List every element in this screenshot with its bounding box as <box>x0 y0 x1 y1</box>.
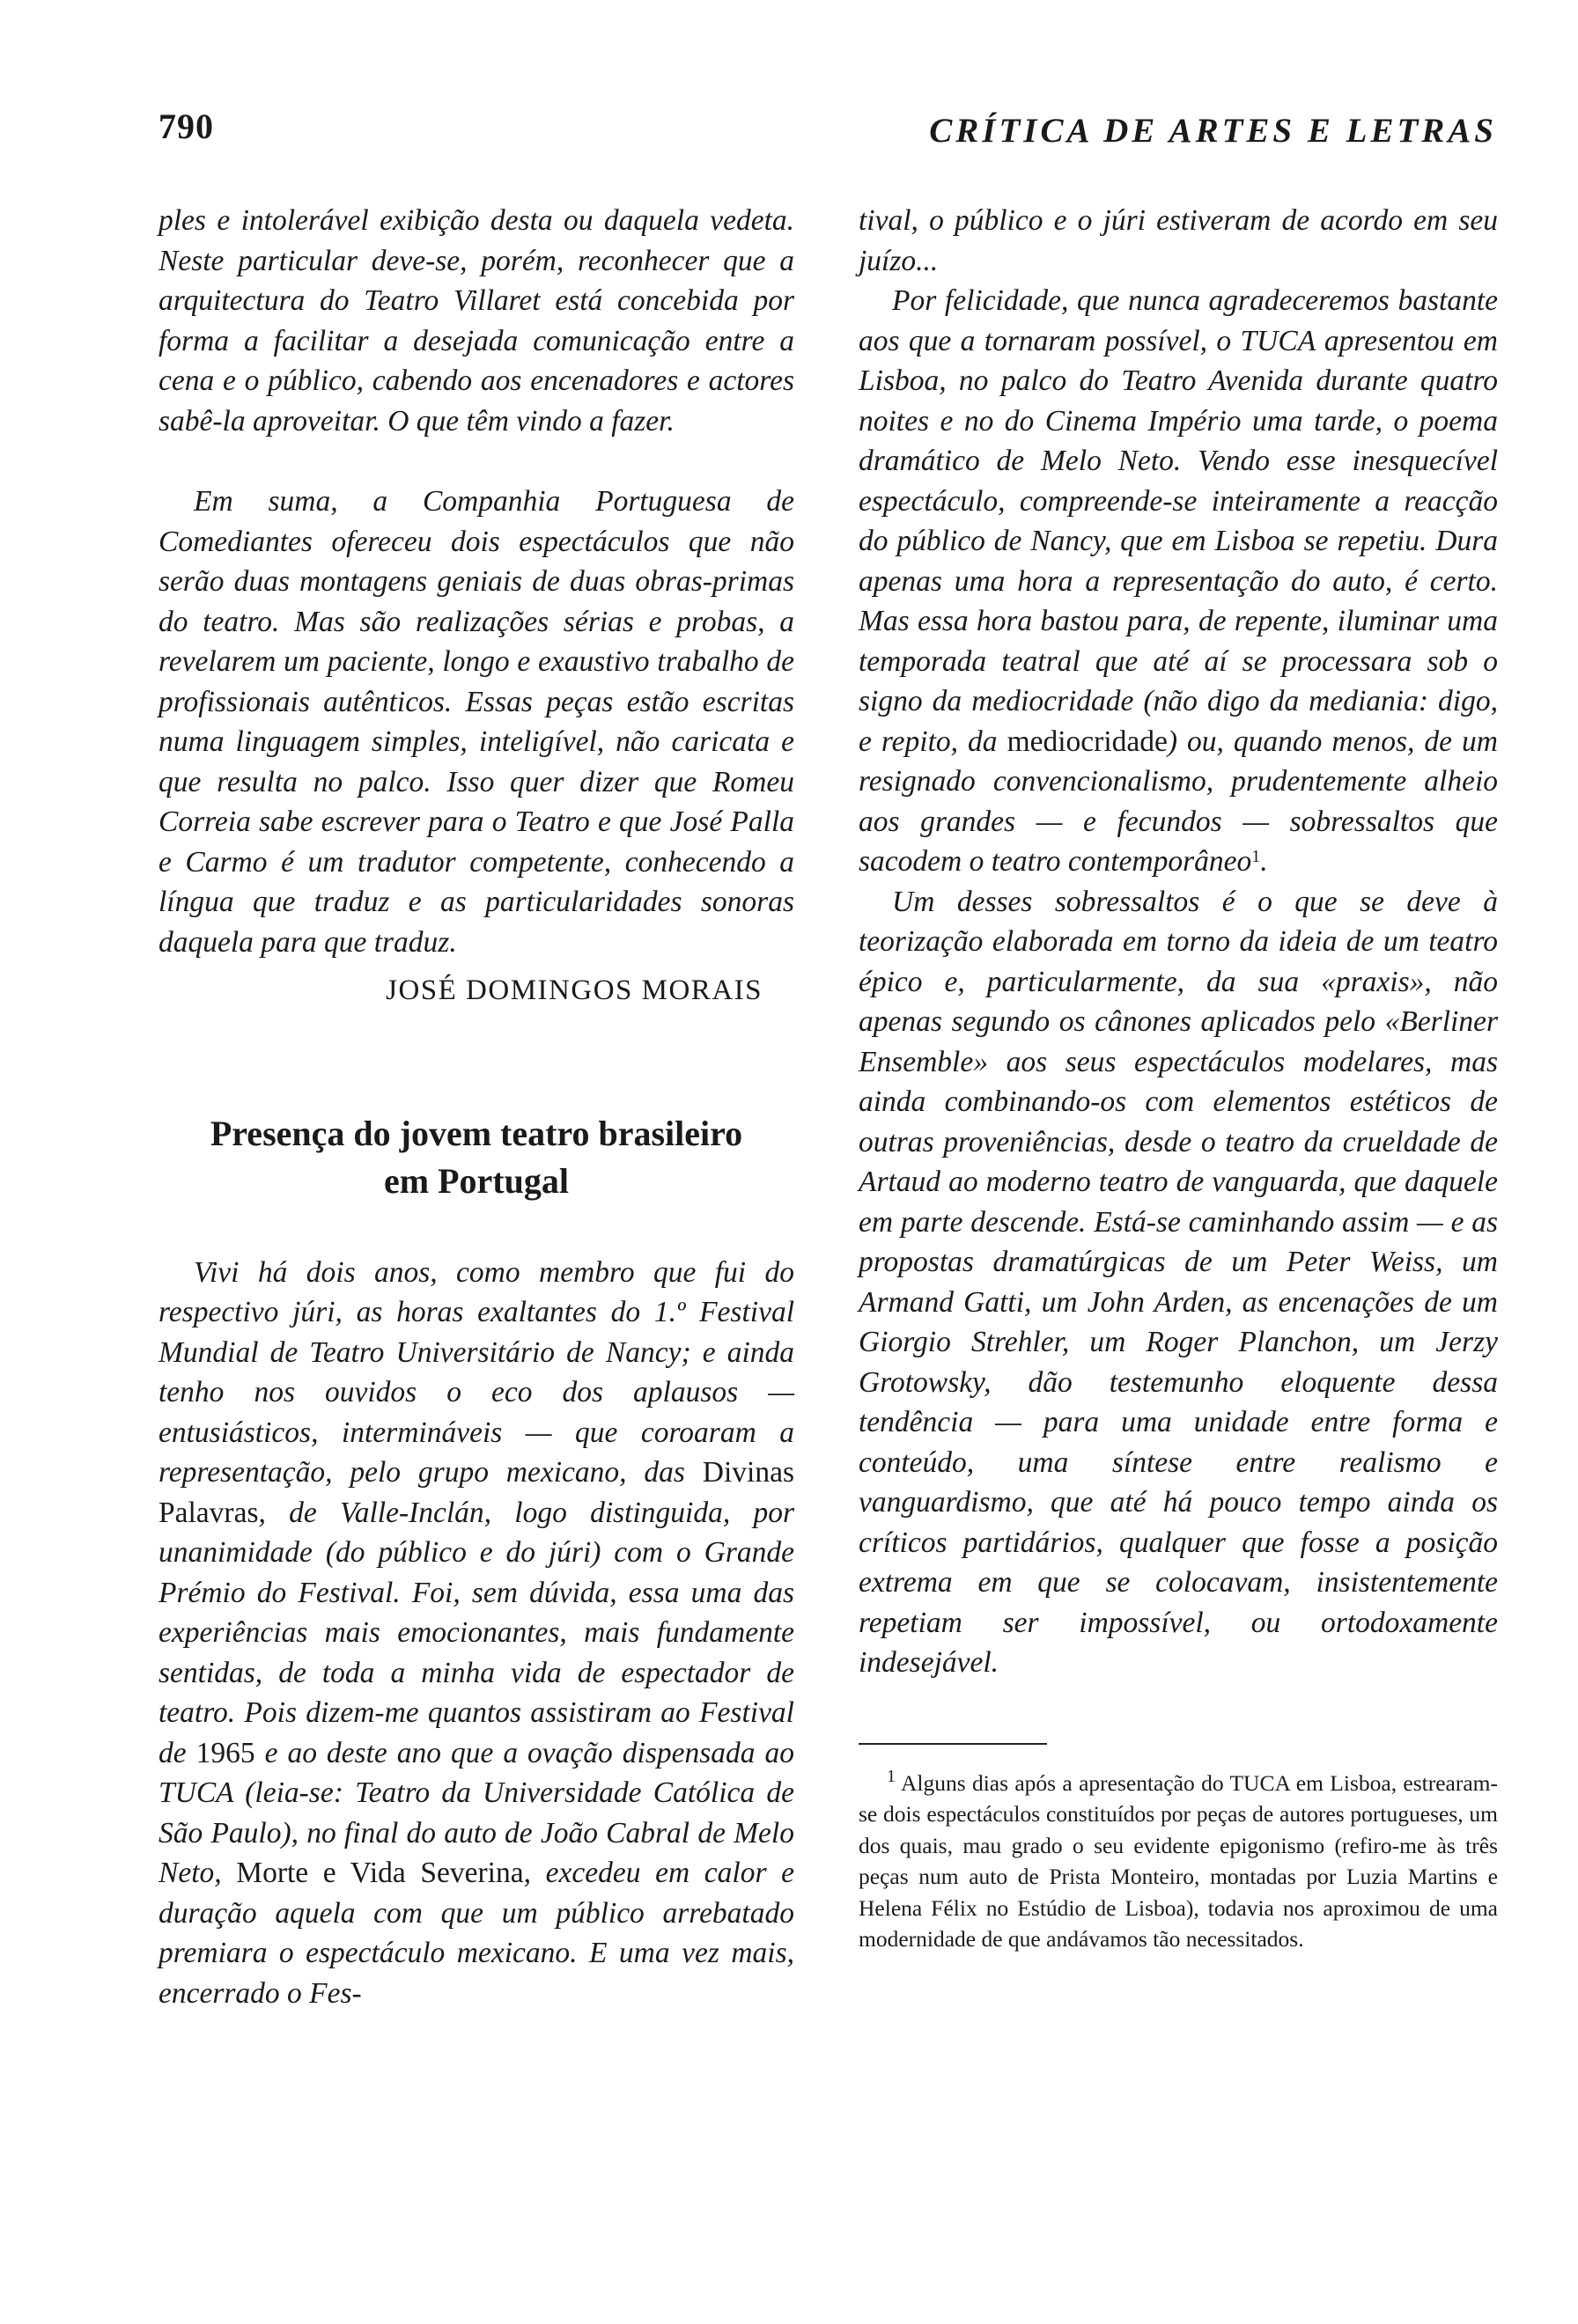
page-number: 790 <box>159 107 214 146</box>
footnote-reference[interactable]: 1 <box>1251 847 1261 866</box>
text-run: , excedeu em calor e duração aquela com que um público arrebatado premiara o espectáculo mexicano. E uma vez mais, encerrado o Fes- <box>159 1857 794 2010</box>
left-column <box>159 201 794 2013</box>
work-title-morte-e-vida-severina: Morte e Vida Severina <box>236 1857 524 1889</box>
text-run: . <box>1260 845 1268 878</box>
article-paragraph-3: Um desses sobressaltos é o que se deve à teorização elaborada em torno da ideia de um teatro épico e, particularmente, da sua «praxis», não apenas segundo os cânones aplicados pelo «Berliner Ensemble» aos seus espectáculos modelares, mas ainda combinando-os com elementos estéticos de outras proveniências, desde o teatro da crueldade de Artaud ao moderno teatro de vanguarda, que daquele em parte descende. Está-se caminhando assim — e as propostas dramatúrgicas de um Peter Weiss, um Armand Gatti, um John Arden, as encenações de um Giorgio Strehler, um Roger Planchon, um Jerzy Grotowsky, dão testemunho eloquente dessa tendência — para uma unidade entre forma e conteúdo, uma síntese entre realismo e vanguardismo, que até há pouco tempo ainda os críticos partidários, qualquer que fosse a posição extrema em que se colocavam, insistentemente repetiam ser impossível, ou ortodoxamente indesejável. <box>859 885 1498 1679</box>
emphasis-mediocridade: mediocridade <box>1007 724 1168 758</box>
footnote-text: Alguns dias após a apresentação do TUCA em Lisboa, estrearam-se dois espectáculos constituídos por peças de autores portugueses, um dos quais, mau grado o seu evidente epigonismo (refiro-me às três peças num auto de Prista Monteiro, montadas por Luzia Martins e Helena Félix no Estúdio de Lisboa), todavia nos aproximou de uma modernidade de que andávamos tão necessitados. <box>859 1769 1498 1952</box>
author-signature: JOSÉ DOMINGOS MORAIS <box>386 974 763 1006</box>
right-column <box>859 201 1498 1955</box>
article-title <box>159 1110 794 1205</box>
article-paragraph-1 <box>159 1253 794 2014</box>
article-title-line-1: Presença do jovem teatro brasileiro <box>210 1113 743 1153</box>
article-title-line-2: em Portugal <box>384 1160 569 1201</box>
paragraph-conclusion: Em suma, a Companhia Portuguesa de Comediantes ofereceu dois espectáculos que não serão duas montagens geniais de duas obras-primas do teatro. Mas são realizações sérias e probas, a revelarem um paciente, longo e exaustivo trabalho de profissionais autênticos. Essas peças estão escritas numa linguagem simples, inteligível, não caricata e que resulta no palco. Isso quer dizer que Romeu Correia sabe escrever para o Teatro e que José Palla e Carmo é um tradutor competente, conhecendo a língua que traduz e as particularidades sonoras daquela para que traduz. <box>159 485 794 959</box>
article-paragraph-2 <box>859 281 1498 882</box>
footnote-number: 1 <box>887 1766 896 1786</box>
footnote-divider <box>859 1743 1047 1745</box>
footnote <box>859 1768 1498 1955</box>
text-run: ) ou, quando menos, de um resignado convencionalismo, prudentemente alheio aos grandes — e fecundos — sobressaltos que sacodem o teatro contemporâneo <box>859 724 1498 878</box>
paragraph-continuation: ples e intolerável exibição desta ou daquela vedeta. Neste particular deve-se, porém, reconhecer que a arquitectura do Teatro Villaret está concebida por forma a facilitar a desejada comunicação entre a cena e o público, cabendo aos encenadores e actores sabê-la aproveitar. O que têm vindo a fazer. <box>159 204 794 438</box>
text-run: e ao deste ano que a ovação dispensada ao TUCA (leia-se: Teatro da Universidade Católica de São Paulo), no final do auto de João Cabral de Melo Neto, <box>159 1736 794 1889</box>
work-title-divinas-palavras: Divinas Palavras <box>159 1456 794 1529</box>
running-head: CRÍTICA DE ARTES E LETRAS <box>929 112 1497 150</box>
text-run: , de Valle-Inclán, logo distinguida, por unanimidade (do público e do júri) com o Grande Prémio do Festival. Foi, sem dúvida, essa uma das experiências mais emocionantes, mais fundamente sentidas, de toda a minha vida de espectador de teatro. Pois dizem-me quantos assistiram ao Festival de <box>159 1496 794 1769</box>
year-1965: 1965 <box>195 1736 255 1769</box>
text-run: Por felicidade, que nunca agradeceremos bastante aos que a tornaram possível, o TUCA apresentou em Lisboa, no palco do Teatro Avenida durante quatro noites e no do Cinema Império uma tarde, o poema dramático de Melo Neto. Vendo esse inesquecível espectáculo, compreende-se inteiramente a reacção do público de Nancy, que em Lisboa se repetiu. Dura apenas uma hora a representação do auto, é certo. Mas essa hora bastou para, de repente, iluminar uma temporada teatral que até aí se processara sob o signo da mediocridade (não digo da mediania: digo, e repito, da <box>859 284 1498 758</box>
text-run: Vivi há dois anos, como membro que fui do respectivo júri, as horas exaltantes do 1.º Festival Mundial de Teatro Universitário de Nancy; e ainda tenho nos ouvidos o eco dos aplausos — entusiásticos, intermináveis — que coroaram a representação, pelo grupo mexicano, das <box>159 1255 794 1489</box>
paragraph-continuation-right: tival, o público e o júri estiveram de acordo em seu juízo... <box>859 204 1498 277</box>
